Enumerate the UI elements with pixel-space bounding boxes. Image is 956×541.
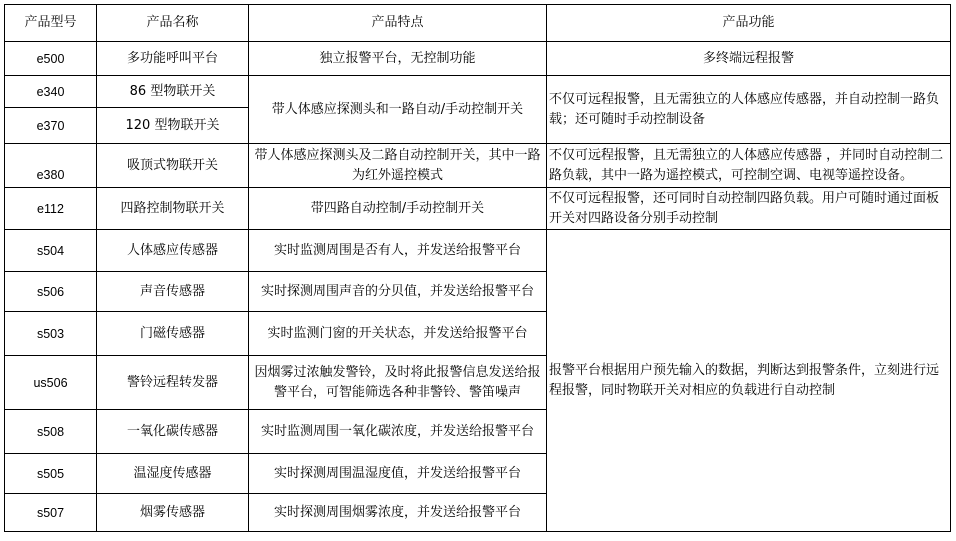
product-spec-table	[4, 4, 951, 532]
model-cell: e112	[5, 188, 97, 230]
name-cell: 吸顶式物联开关	[97, 144, 249, 188]
header-features: 产品特点	[249, 5, 547, 42]
features-cell: 带人体感应探测头和一路自动/手动控制开关	[249, 76, 547, 144]
functions-cell: 不仅可远程报警，还可同时自动控制四路负载。用户可随时通过面板开关对四路设备分别手动控制	[547, 188, 951, 230]
name-cell: 烟雾传感器	[97, 494, 249, 532]
functions-cell: 多终端远程报警	[547, 42, 951, 76]
name-cell: 一氧化碳传感器	[97, 410, 249, 454]
model-cell: s504	[5, 230, 97, 272]
model-cell: s507	[5, 494, 97, 532]
features-cell: 带人体感应探测头及二路自动控制开关，其中一路为红外遥控模式	[249, 144, 547, 188]
model-cell: e380	[5, 144, 97, 188]
features-cell: 实时探测周围烟雾浓度，并发送给报警平台	[249, 494, 547, 532]
features-cell: 实时监测周围是否有人，并发送给报警平台	[249, 230, 547, 272]
name-cell: 120 型物联开关	[97, 108, 249, 144]
functions-cell: 不仅可远程报警，且无需独立的人体感应传感器，并自动控制一路负载；还可随时手动控制设备	[547, 76, 951, 144]
functions-cell: 报警平台根据用户预先输入的数据，判断达到报警条件，立刻进行远程报警，同时物联开关对相应的负载进行自动控制	[547, 230, 951, 532]
features-cell: 因烟雾过浓触发警铃，及时将此报警信息发送给报警平台，可智能筛选各种非警铃、警笛噪声	[249, 356, 547, 410]
model-cell: e340	[5, 76, 97, 108]
name-cell: 四路控制物联开关	[97, 188, 249, 230]
table-row	[5, 188, 951, 230]
model-cell: e500	[5, 42, 97, 76]
name-cell: 警铃远程转发器	[97, 356, 249, 410]
model-cell: s505	[5, 454, 97, 494]
model-cell: s508	[5, 410, 97, 454]
header-model: 产品型号	[5, 5, 97, 42]
header-name: 产品名称	[97, 5, 249, 42]
name-cell: 声音传感器	[97, 272, 249, 312]
table-row	[5, 230, 951, 272]
features-cell: 带四路自动控制/手动控制开关	[249, 188, 547, 230]
features-cell: 实时监测门窗的开关状态，并发送给报警平台	[249, 312, 547, 356]
model-cell: s503	[5, 312, 97, 356]
table-row	[5, 42, 951, 76]
model-cell: s506	[5, 272, 97, 312]
model-cell: e370	[5, 108, 97, 144]
table-header-row	[5, 5, 951, 42]
table-row	[5, 76, 951, 108]
name-cell: 86 型物联开关	[97, 76, 249, 108]
table-row	[5, 144, 951, 188]
functions-cell: 不仅可远程报警，且无需独立的人体感应传感器 ，并同时自动控制二路负载，其中一路为遥控模式，可控制空调、电视等遥控设备。	[547, 144, 951, 188]
model-cell: us506	[5, 356, 97, 410]
features-cell: 实时探测周围声音的分贝值，并发送给报警平台	[249, 272, 547, 312]
features-cell: 实时监测周围一氧化碳浓度，并发送给报警平台	[249, 410, 547, 454]
name-cell: 温湿度传感器	[97, 454, 249, 494]
name-cell: 多功能呼叫平台	[97, 42, 249, 76]
features-cell: 独立报警平台，无控制功能	[249, 42, 547, 76]
name-cell: 人体感应传感器	[97, 230, 249, 272]
header-functions: 产品功能	[547, 5, 951, 42]
name-cell: 门磁传感器	[97, 312, 249, 356]
features-cell: 实时探测周围温湿度值，并发送给报警平台	[249, 454, 547, 494]
